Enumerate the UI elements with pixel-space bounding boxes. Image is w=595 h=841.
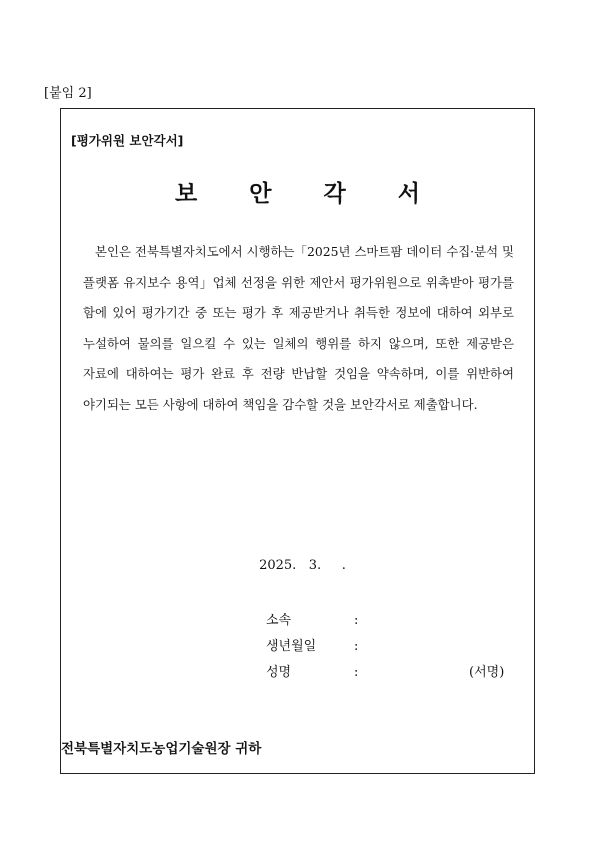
name-colon: :	[354, 665, 359, 680]
date-line: 2025. 3. .	[259, 558, 346, 573]
birthdate-field	[266, 635, 358, 655]
affiliation-field	[266, 609, 358, 629]
pledge-body: 본인은 전북특별자치도에서 시행하는「2025년 스마트팜 데이터 수집·분석 및 플랫폼 유지보수 용역」업체 선정을 위한 제안서 평가위원으로 위촉받아 평가를 함에 있어 평가기간 중 또는 평가 후 제공받거나 취득한 정보에 대하여 외부로 누설하여 물의를 일으킬 수 있는 일체의 행위를 하지 않으며, 또한 제공받은 자료에 대하여는 평가 완료 후 전량 반납할 것임을 약속하며, 이를 위반하여 야기되는 모든 사항에 대하여 책임을 감수할 것을 보안각서로 제출합니다.	[83, 244, 514, 412]
affiliation-colon: :	[354, 613, 359, 628]
birthdate-colon: :	[354, 639, 359, 654]
addressee: 전북특별자치도농업기술원장 귀하	[61, 741, 262, 757]
section-label: [평가위원 보안각서]	[71, 133, 184, 148]
signature-note: (서명)	[469, 665, 505, 680]
document-title: 보 안 각 서	[175, 181, 442, 207]
name-label: 성명	[266, 665, 292, 680]
name-field	[266, 661, 358, 681]
affiliation-label: 소속	[266, 613, 292, 628]
birthdate-label: 생년월일	[266, 639, 317, 654]
document-frame	[60, 108, 535, 774]
attachment-label: [붙임 2]	[44, 86, 92, 101]
